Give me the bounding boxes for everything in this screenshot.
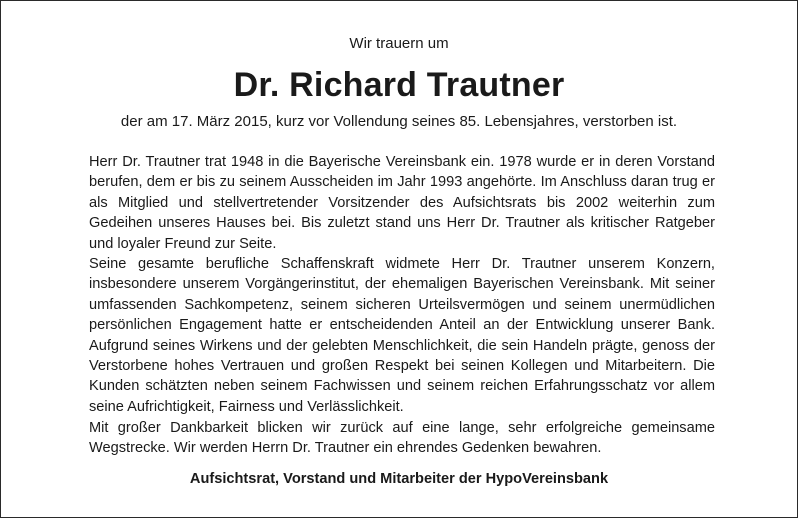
deceased-name: Dr. Richard Trautner bbox=[233, 66, 565, 104]
paragraph-gratitude: Mit großer Dankbarkeit blicken wir zurück auf eine lange, sehr erfolgreiche gemeinsame Wegstrecke. Wir werden Herrn Dr. Trautner ein ehrendes Gedenken bewahren. bbox=[89, 420, 715, 457]
paragraph-career: Herr Dr. Trautner trat 1948 in die Bayerische Vereinsbank ein. 1978 wurde er in deren Vorstand berufen, dem er bis zu seinem Ausscheiden im Jahr 1993 angehörte. Im Anschluss daran trug er als Mitglied und stellvertretender Vorsitzender des Aufsichtsrats bis 2002 weiterhin zum Gedeihen unseres Hauses bei. Bis zuletzt stand uns Herr Dr. Trautner als kritischer Ratgeber und loyaler Freund zur Seite. bbox=[89, 154, 715, 252]
paragraph-tribute: Seine gesamte berufliche Schaffenskraft widmete Herr Dr. Trautner unserem Konzern, insbesondere unserem Vorgängerinstitut, der ehemaligen Bayerischen Vereinsbank. Mit seiner umfassenden Sachkompetenz, seinem sicheren Urteilsvermögen und seinem unermüdlichen persönlichen Engagement hatte er entscheidenden Anteil an der Entwicklung unserer Bank. Aufgrund seines Wirkens und der gelebten Menschlichkeit, die sein Handeln prägte, genoss der Verstorbene hohes Vertrauen und großen Respekt bei seinen Kollegen und Mitarbeitern. Die Kunden schätzten neben seinem Fachwissen und seinem reichen Erfahrungsschatz vor allem seine Aufrichtigkeit, Fairness und Verlässlichkeit. bbox=[89, 256, 715, 415]
intro-line: Wir trauern um bbox=[349, 35, 449, 52]
death-date-line: der am 17. März 2015, kurz vor Vollendung seines 85. Lebensjahres, verstorben ist. bbox=[120, 113, 678, 130]
signature-line: Aufsichtsrat, Vorstand und Mitarbeiter der HypoVereinsbank bbox=[189, 471, 609, 487]
